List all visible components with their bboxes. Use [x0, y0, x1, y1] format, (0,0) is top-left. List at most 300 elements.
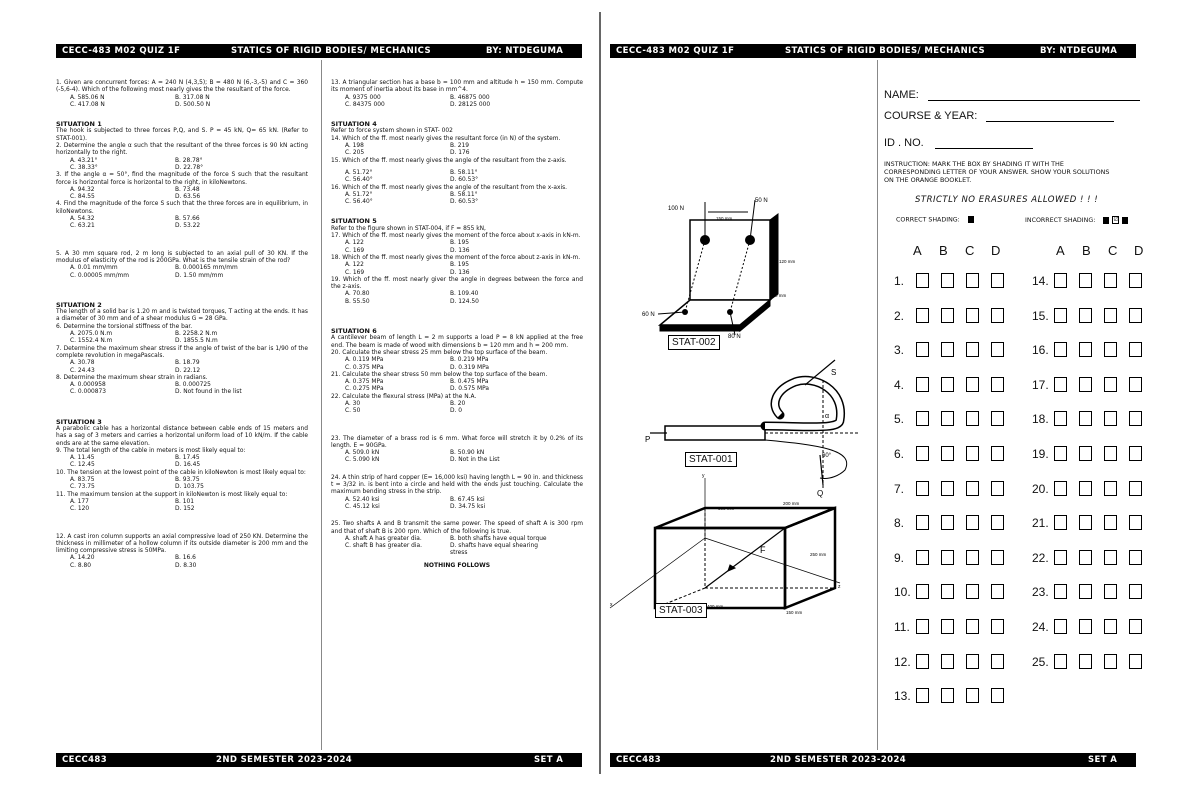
answer-box-a[interactable] — [916, 619, 929, 634]
options-4 — [56, 216, 308, 231]
answer-box-d[interactable] — [1129, 481, 1142, 496]
option: D. Not in the List — [450, 457, 500, 464]
option: D. 63.56 — [175, 194, 201, 201]
footer-semester: 2ND SEMESTER 2023-2024 — [216, 755, 353, 765]
answer-box-c[interactable] — [1104, 411, 1117, 426]
header-bar-left — [56, 44, 582, 58]
answer-box-b[interactable] — [1079, 550, 1092, 565]
situation-title: SITUATION 1 — [56, 120, 102, 129]
options-9 — [56, 455, 308, 470]
footer-code: CECC483 — [616, 755, 662, 765]
question-13: 13. A triangular section has a base b = 100 mm and altitude h = 150 mm. Compute its moment of inertia about its base in mm^4. — [331, 80, 583, 94]
answer-box-c[interactable] — [1104, 584, 1117, 599]
answer-box-b[interactable] — [941, 550, 954, 565]
answer-box-d[interactable] — [1129, 446, 1142, 461]
answer-box-a[interactable] — [1054, 342, 1067, 357]
answer-box-b[interactable] — [1079, 446, 1092, 461]
option: A. 51.72° — [345, 191, 373, 198]
option: C. 205 — [345, 150, 365, 157]
course-line[interactable] — [986, 121, 1114, 122]
answer-box-d[interactable] — [1129, 411, 1142, 426]
answer-box-a[interactable] — [916, 273, 929, 288]
situation-text: A parabolic cable has a horizontal distance between cable ends of 15 meters and has a sag of 3 meters and carries a horizontal uniform load of 10 kN/m. If the cable ends are at the same elevation. — [56, 425, 308, 447]
axis-z-label: z — [838, 584, 841, 590]
name-line[interactable] — [928, 100, 1140, 101]
answer-box-d[interactable] — [991, 342, 1004, 357]
option: A. 11.45 — [70, 455, 95, 462]
answer-box-d[interactable] — [1129, 654, 1142, 669]
answer-box-d[interactable] — [1129, 342, 1142, 357]
option: A. 585.06 N — [70, 94, 105, 101]
answer-box-d[interactable] — [1129, 515, 1142, 530]
answer-box-c[interactable] — [966, 308, 979, 323]
footer-semester: 2ND SEMESTER 2023-2024 — [770, 755, 907, 765]
option: A. 198 — [345, 143, 364, 150]
option: C. shaft B has greater dia. — [345, 543, 422, 550]
question-number: 18. — [1032, 412, 1049, 427]
question-16: 16. Which of the ff. most nearly gives the angle of the resultant from the x-axis. — [331, 184, 568, 191]
option: C. 120 — [70, 506, 90, 513]
answer-box-d[interactable] — [1129, 550, 1142, 565]
options-13 — [331, 95, 583, 110]
answer-box-b[interactable] — [941, 654, 954, 669]
filled-box-icon — [1122, 217, 1128, 224]
answer-box-b[interactable] — [941, 377, 954, 392]
incorrect-shading — [1025, 216, 1128, 224]
option: D. 1855.5 N.m — [175, 338, 218, 345]
answer-box-a[interactable] — [916, 584, 929, 599]
question-number: 24. — [1032, 620, 1049, 634]
option: A. 70.80 — [345, 291, 370, 298]
option: A. 30.78 — [70, 360, 95, 367]
answer-box-b[interactable] — [941, 688, 954, 703]
answer-box-a[interactable] — [916, 342, 929, 357]
option: B. 2258.2 N.m — [175, 331, 218, 338]
answer-box-d[interactable] — [1129, 273, 1142, 288]
option: B. 17.45 — [175, 455, 200, 462]
option: D. 16.45 — [175, 462, 201, 469]
dim-250-label: 250 mm — [810, 552, 827, 557]
option: D. Not found in the list — [175, 389, 242, 396]
answer-box-d[interactable] — [991, 654, 1004, 669]
option: B. both shafts have equal torque — [450, 535, 547, 542]
answer-box-c[interactable] — [966, 411, 979, 426]
option: C. 0.000873 — [70, 389, 106, 396]
answer-box-a[interactable] — [1054, 619, 1067, 634]
letter-a: A — [1056, 243, 1065, 258]
answer-row — [894, 655, 1014, 671]
answer-box-d[interactable] — [991, 446, 1004, 461]
answer-box-a[interactable] — [916, 308, 929, 323]
answer-box-c[interactable] — [1104, 377, 1117, 392]
answer-box-a[interactable] — [1054, 515, 1067, 530]
answer-box-d[interactable] — [1129, 308, 1142, 323]
answer-box-b[interactable] — [1079, 342, 1092, 357]
answer-box-c[interactable] — [1104, 273, 1117, 288]
question-number: 19. — [1032, 447, 1049, 461]
answer-box-d[interactable] — [1129, 619, 1142, 634]
option: C. 169 — [345, 247, 365, 254]
id-field[interactable] — [884, 137, 1033, 149]
force-q-label: Q — [817, 489, 824, 498]
question-3: 3. If the angle α = 50°, find the magnitude of the force S such that the resultant force is horizontal force is horizontal to the right, in kiloNewtons. — [56, 172, 308, 186]
option: D. 0.575 MPa — [450, 386, 489, 393]
answer-row — [894, 412, 1014, 428]
answer-row — [1032, 447, 1152, 463]
option: D. 22.78° — [175, 164, 204, 171]
header-bar-right — [610, 44, 1136, 58]
answer-box-b[interactable] — [941, 584, 954, 599]
answer-box-b[interactable] — [941, 411, 954, 426]
letter-a: A — [913, 243, 922, 258]
answer-box-a[interactable] — [1054, 446, 1067, 461]
options-14 — [331, 143, 583, 158]
option: D. 22.12 — [175, 367, 201, 374]
option: C. 63.21 — [70, 223, 95, 230]
options-23 — [331, 450, 583, 465]
option: D. 60.53° — [450, 177, 479, 184]
option: D. shafts have equal shearing stress — [450, 543, 539, 557]
angle-60-label: 60° — [822, 453, 832, 459]
option: C. 8.80 — [70, 562, 91, 569]
answer-box-b[interactable] — [941, 446, 954, 461]
answer-box-c[interactable] — [966, 342, 979, 357]
answer-box-c[interactable] — [966, 446, 979, 461]
option: B. 0.000725 — [175, 382, 211, 389]
question-number: 12. — [894, 654, 911, 669]
question-number: 7. — [894, 481, 905, 496]
answer-box-c[interactable] — [1104, 654, 1117, 669]
options-19 — [331, 291, 583, 306]
answer-box-a[interactable] — [1054, 654, 1067, 669]
answer-box-d[interactable] — [991, 619, 1004, 634]
question-number: 11. — [894, 620, 910, 634]
dim-100-label: 100 mm — [770, 293, 787, 298]
answer-box-d[interactable] — [991, 550, 1004, 565]
option: D. 8.30 — [175, 562, 197, 569]
stat-003-label: STAT-003 — [655, 603, 707, 618]
option: B. 67.45 ksi — [450, 496, 485, 503]
answer-box-c[interactable] — [966, 584, 979, 599]
answer-box-c[interactable] — [966, 550, 979, 565]
answer-box-d[interactable] — [991, 377, 1004, 392]
question-number: 14. — [1032, 274, 1049, 288]
option: C. 24.43 — [70, 367, 95, 374]
header-subject: STATICS OF RIGID BODIES/ MECHANICS — [231, 46, 431, 56]
answer-box-d[interactable] — [991, 481, 1004, 496]
answer-box-c[interactable] — [1104, 308, 1117, 323]
option: A. 54.32 — [70, 216, 95, 223]
answer-box-c[interactable] — [1104, 515, 1117, 530]
question-number: 3. — [894, 343, 905, 358]
answer-divider — [877, 60, 878, 750]
answer-box-c[interactable] — [1104, 550, 1117, 565]
answer-box-a[interactable] — [916, 515, 929, 530]
answer-box-c[interactable] — [966, 515, 979, 530]
option: B. 18.79 — [175, 360, 200, 367]
question-7: 7. Determine the maximum shear stress if the angle of twist of the bar is 1/90 of the complete revolution in megaPascals. — [56, 345, 308, 359]
answer-box-a[interactable] — [1054, 273, 1067, 288]
answer-box-d[interactable] — [991, 584, 1004, 599]
option: A. 51.72° — [345, 169, 373, 176]
strict-notice: STRICTLY NO ERASURES ALLOWED ! ! ! — [915, 195, 1099, 205]
answer-box-d[interactable] — [1129, 584, 1142, 599]
answer-box-a[interactable] — [916, 654, 929, 669]
question-number: 13. — [894, 689, 911, 704]
option: C. 0.275 MPa — [345, 386, 384, 393]
id-line[interactable] — [935, 148, 1033, 149]
answer-box-b[interactable] — [1079, 619, 1092, 634]
answer-box-c[interactable] — [966, 688, 979, 703]
answer-box-c[interactable] — [966, 619, 979, 634]
option: A. 0.01 mm/mm — [70, 265, 118, 272]
answer-row — [894, 585, 1014, 601]
question-number: 20. — [1032, 481, 1049, 496]
question-number: 25. — [1032, 654, 1049, 669]
letter-c: C — [965, 243, 975, 258]
answer-box-c[interactable] — [1104, 619, 1117, 634]
correct-shading — [896, 216, 974, 224]
name-field[interactable] — [884, 89, 1140, 101]
options-7 — [56, 360, 308, 375]
options-3 — [56, 187, 308, 202]
question-number: 21. — [1032, 516, 1049, 531]
option: C. 417.08 N — [70, 101, 105, 108]
option: D. 500.50 N — [175, 101, 211, 108]
question-22: 22. Calculate the flexural stress (MPa) at the N.A. — [331, 393, 477, 400]
stat-002-label: STAT-002 — [668, 335, 720, 350]
answer-box-a[interactable] — [1054, 481, 1067, 496]
option: B. 58.11° — [450, 191, 478, 198]
bolt-hole — [682, 309, 688, 315]
answer-box-a[interactable] — [1054, 584, 1067, 599]
question-17: 17. Which of the ff. most nearly gives the moment of the force about x-axis in kN-m. — [331, 233, 581, 240]
option: D. 176 — [450, 150, 470, 157]
nothing-follows: NOTHING FOLLOWS — [423, 561, 491, 569]
option: C. 1552.4 N.m — [70, 338, 113, 345]
force-50n-label: 50 N — [755, 198, 768, 204]
hook-lines — [650, 360, 860, 488]
option: A. 94.32 — [70, 186, 95, 193]
options-15 — [331, 170, 583, 185]
answer-box-d[interactable] — [991, 308, 1004, 323]
situation-text: A cantilever beam of length L = 2 m supports a load P = 8 kN applied at the free end. The beam is made of wood with dimensions b = 120 mm and h = 200 mm. — [331, 335, 583, 349]
option: D. 1.50 mm/mm — [175, 272, 224, 279]
answer-box-b[interactable] — [1079, 481, 1092, 496]
options-5 — [56, 265, 308, 280]
question-20: 20. Calculate the shear stress 25 mm below the top surface of the beam. — [331, 349, 548, 356]
question-5: 5. A 30 mm square rod, 2 m long is subjected to an axial pull of 30 KN. If the modulus of elasticity of the rod is 200GPa. What is the tensile strain of the rod? — [56, 250, 308, 264]
answer-box-c[interactable] — [966, 273, 979, 288]
situation-text: Refer to force system shown in STAT- 002 — [331, 128, 453, 135]
course-field[interactable] — [884, 110, 1114, 122]
answer-row — [894, 447, 1014, 463]
slashed-box-icon: ∅ — [1113, 216, 1119, 223]
answer-row — [1032, 620, 1152, 636]
option: A. 0.119 MPa — [345, 357, 384, 364]
answer-box-a[interactable] — [1054, 411, 1067, 426]
header-author: BY: NTDEGUMA — [1040, 46, 1118, 56]
answer-box-b[interactable] — [941, 619, 954, 634]
letter-c: C — [1108, 243, 1118, 258]
option: D. 136 — [450, 247, 470, 254]
option: C. 84.55 — [70, 194, 95, 201]
answer-box-b[interactable] — [1079, 377, 1092, 392]
answer-row — [1032, 585, 1152, 601]
answer-box-d[interactable] — [991, 411, 1004, 426]
header-author: BY: NTDEGUMA — [486, 46, 564, 56]
answer-box-b[interactable] — [941, 342, 954, 357]
options-8 — [56, 382, 308, 397]
option: A. 43.21° — [70, 157, 98, 164]
letter-b: B — [1082, 243, 1091, 258]
option: C. 56.40° — [345, 199, 373, 206]
situation-title: SITUATION 5 — [331, 217, 377, 226]
option: B. 317.08 N — [175, 94, 210, 101]
answer-box-a[interactable] — [916, 481, 929, 496]
option: B. 195 — [450, 262, 470, 269]
question-number: 1. — [894, 274, 905, 288]
question-4: 4. Find the magnitude of the force S such that the three forces are in equilibrium, in kiloNewtons. — [56, 201, 308, 215]
option: B. 0.000165 mm/mm — [175, 265, 238, 272]
answer-box-b[interactable] — [941, 273, 954, 288]
answer-row — [1032, 482, 1152, 498]
answer-row — [894, 378, 1014, 394]
option: D. 0 — [450, 408, 463, 415]
page-divider — [599, 12, 601, 774]
option: A. 122 — [345, 240, 364, 247]
force-80n-label: 80 N — [728, 334, 741, 340]
situation-text: Refer to the figure shown in STAT-004, if F = 855 kN, — [331, 225, 486, 232]
answer-row — [1032, 343, 1152, 359]
answer-row — [894, 516, 1014, 532]
answer-box-a[interactable] — [916, 446, 929, 461]
option: A. 122 — [345, 262, 364, 269]
answer-box-c[interactable] — [966, 481, 979, 496]
answer-box-c[interactable] — [966, 377, 979, 392]
answer-box-a[interactable] — [916, 688, 929, 703]
footer-set: SET A — [534, 755, 564, 765]
option: A. 83.75 — [70, 477, 95, 484]
answer-box-a[interactable] — [916, 377, 929, 392]
option: A. 177 — [70, 498, 89, 505]
option: D. 28125 000 — [450, 101, 491, 108]
header-course-code: CECC-483 M02 QUIZ 1F — [62, 46, 181, 56]
answer-box-a[interactable] — [1054, 308, 1067, 323]
force-100n-label: 100 N — [668, 206, 685, 212]
answer-box-b[interactable] — [1079, 584, 1092, 599]
option: B. 73.48 — [175, 186, 200, 193]
answer-row — [1032, 412, 1152, 428]
option: C. 84375 000 — [345, 101, 385, 108]
question-18: 18. Which of the ff. most nearly gives the moment of the force about z-axis in kN-m. — [331, 254, 581, 261]
option: B. 101 — [175, 498, 195, 505]
answer-box-d[interactable] — [991, 515, 1004, 530]
footer-bar-left — [56, 753, 582, 767]
option: C. 50 — [345, 408, 361, 415]
situation-title: SITUATION 4 — [331, 120, 377, 129]
answer-row — [894, 343, 1014, 359]
option: B. 20 — [450, 400, 466, 407]
option: B. 93.75 — [175, 477, 200, 484]
question-14: 14. Which of the ff. most nearly gives the resultant force (in N) of the system. — [331, 135, 561, 142]
answer-row — [894, 551, 1014, 567]
option: D. 60.53° — [450, 199, 479, 206]
axis-y-label: y — [702, 473, 705, 479]
answer-box-a[interactable] — [1054, 377, 1067, 392]
option: D. 103.75 — [175, 484, 204, 491]
answer-box-a[interactable] — [1054, 550, 1067, 565]
option: D. 34.75 ksi — [450, 503, 486, 510]
question-number: 6. — [894, 447, 905, 461]
filled-box-icon — [968, 216, 974, 223]
answer-box-b[interactable] — [941, 308, 954, 323]
question-number: 8. — [894, 516, 905, 531]
options-16 — [331, 192, 583, 207]
force-p-label: P — [645, 435, 651, 444]
bolt-hole — [700, 235, 710, 245]
answer-box-b[interactable] — [1079, 515, 1092, 530]
option: A. 0.375 MPa — [345, 379, 384, 386]
option: A. 30 — [345, 400, 361, 407]
column-divider — [321, 60, 322, 750]
answer-box-c[interactable] — [1104, 342, 1117, 357]
options-18 — [331, 262, 583, 277]
option: D. 53.22 — [175, 223, 201, 230]
answer-box-b[interactable] — [941, 515, 954, 530]
situation-title: SITUATION 3 — [56, 417, 102, 426]
answer-row — [1032, 551, 1152, 567]
answer-box-c[interactable] — [966, 654, 979, 669]
option: A. 0.000958 — [70, 382, 106, 389]
option: A. 14.20 — [70, 555, 95, 562]
option: B. 50.90 kN — [450, 450, 485, 457]
stat-003-figure — [610, 473, 845, 618]
answer-box-b[interactable] — [941, 481, 954, 496]
option: A. 9375 000 — [345, 94, 381, 101]
answer-box-c[interactable] — [1104, 481, 1117, 496]
stat-001-label: STAT-001 — [685, 452, 737, 467]
answer-box-b[interactable] — [1079, 411, 1092, 426]
option: C. 169 — [345, 269, 365, 276]
situation-text: The hook is subjected to three forces P,Q, and S. P = 45 kN, Q= 65 kN. (Refer to STAT-001). — [56, 128, 308, 142]
dim-120-label: 120 mm — [779, 259, 796, 264]
answer-row — [894, 620, 1014, 636]
option: A. 509.0 kN — [345, 450, 380, 457]
answer-box-d[interactable] — [991, 688, 1004, 703]
answer-row — [1032, 655, 1152, 671]
answer-box-a[interactable] — [916, 411, 929, 426]
answer-box-b[interactable] — [1079, 273, 1092, 288]
option: C. 12.45 — [70, 462, 95, 469]
answer-box-a[interactable] — [916, 550, 929, 565]
option: C. 56.40° — [345, 177, 373, 184]
answer-box-c[interactable] — [1104, 446, 1117, 461]
letter-d: D — [1134, 243, 1144, 258]
correct-shading-label: CORRECT SHADING: — [896, 216, 960, 224]
answer-box-b[interactable] — [1079, 654, 1092, 669]
options-25 — [331, 536, 583, 558]
option: C. 0.00005 mm/mm — [70, 272, 130, 279]
answer-box-d[interactable] — [991, 273, 1004, 288]
answer-box-b[interactable] — [1079, 308, 1092, 323]
answer-box-d[interactable] — [1129, 377, 1142, 392]
question-23: 23. The diameter of a brass rod is 6 mm. What force will stretch it by 0.2% of its length. E = 90GPa. — [331, 435, 583, 449]
name-label: NAME: — [884, 89, 919, 101]
force-f-label: F — [760, 545, 766, 555]
filled-box-icon — [1103, 217, 1109, 224]
footer-code: CECC483 — [62, 755, 108, 765]
